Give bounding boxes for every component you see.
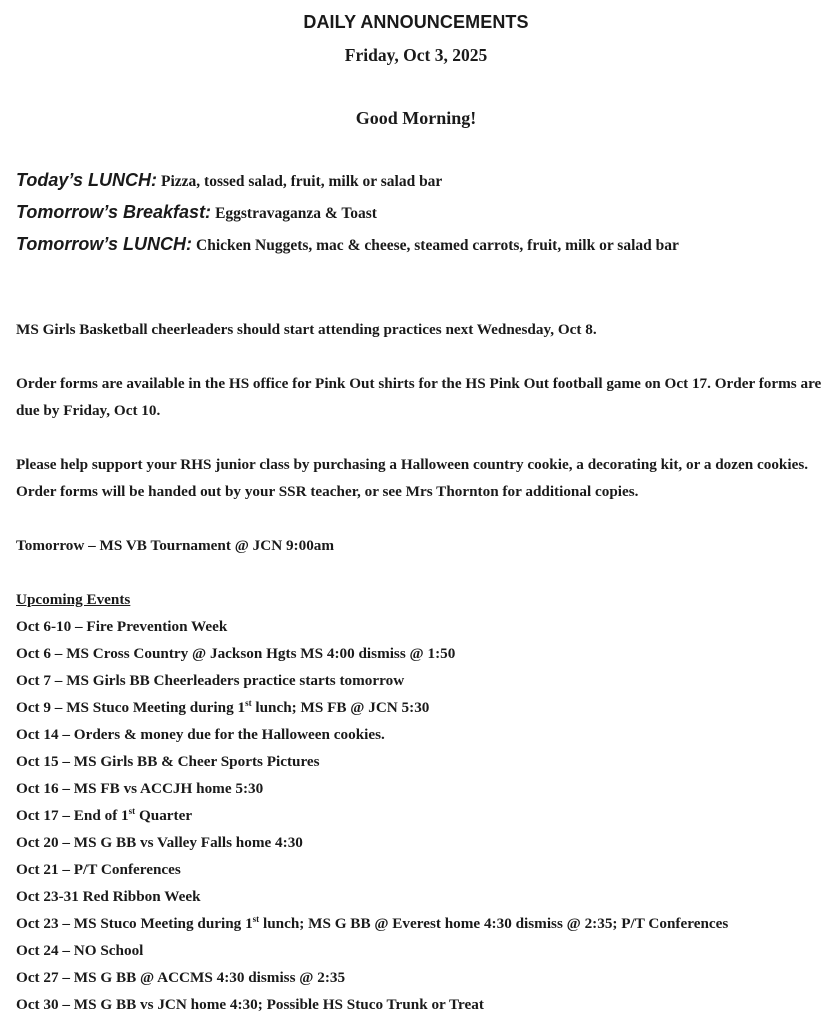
event-item: Oct 15 – MS Girls BB & Cheer Sports Pictures	[16, 753, 320, 770]
event-text: Oct 17 – End of 1	[16, 807, 129, 824]
ordinal-suffix: st	[245, 697, 252, 708]
event-item	[16, 910, 728, 937]
meal-tomorrow-lunch	[16, 234, 679, 255]
event-item: Oct 30 – MS G BB vs JCN home 4:30; Possible HS Stuco Trunk or Treat	[16, 996, 484, 1013]
event-item: Oct 24 – NO School	[16, 942, 144, 959]
event-item: Oct 16 – MS FB vs ACCJH home 5:30	[16, 780, 264, 797]
event-item: Oct 20 – MS G BB vs Valley Falls home 4:30	[16, 834, 303, 851]
event-text: lunch; MS G BB @ Everest home 4:30 dismiss @ 2:35; P/T Conferences	[259, 915, 729, 932]
event-item	[16, 694, 728, 721]
upcoming-events-list	[16, 613, 728, 1018]
upcoming-events-heading: Upcoming Events	[16, 591, 131, 608]
meal-today-lunch	[16, 170, 442, 191]
meal-value: Pizza, tossed salad, fruit, milk or salad bar	[161, 173, 443, 190]
meal-value: Chicken Nuggets, mac & cheese, steamed carrots, fruit, milk or salad bar	[196, 237, 679, 254]
meal-label: Tomorrow’s Breakfast:	[16, 202, 212, 222]
announcement-vb-tournament: Tomorrow – MS VB Tournament @ JCN 9:00am	[16, 537, 335, 554]
event-item	[16, 802, 728, 829]
event-item: Oct 14 – Orders & money due for the Halloween cookies.	[16, 726, 385, 743]
announcement-cheerleaders: MS Girls Basketball cheerleaders should start attending practices next Wednesday, Oct 8.	[16, 321, 597, 338]
event-item: Oct 6 – MS Cross Country @ Jackson Hgts MS 4:00 dismiss @ 1:50	[16, 645, 456, 662]
event-text: Quarter	[135, 807, 193, 824]
meal-label: Tomorrow’s LUNCH:	[16, 234, 193, 254]
page-title: DAILY ANNOUNCEMENTS	[303, 12, 529, 32]
event-item: Oct 7 – MS Girls BB Cheerleaders practice starts tomorrow	[16, 672, 405, 689]
event-text: Oct 9 – MS Stuco Meeting during 1	[16, 699, 246, 716]
page-date: Friday, Oct 3, 2025	[344, 45, 488, 65]
ordinal-suffix: st	[252, 913, 260, 924]
event-item: Oct 21 – P/T Conferences	[16, 861, 181, 878]
event-text: Oct 23 – MS Stuco Meeting during 1	[16, 915, 253, 932]
event-text: lunch; MS FB @ JCN 5:30	[251, 699, 430, 716]
ordinal-suffix: st	[128, 805, 136, 816]
event-item: Oct 27 – MS G BB @ ACCMS 4:30 dismiss @ 2:35	[16, 969, 346, 986]
event-item: Oct 23-31 Red Ribbon Week	[16, 888, 201, 905]
announcement-pink-out: Order forms are available in the HS office for Pink Out shirts for the HS Pink Out football game on Oct 17. Order forms are due by Friday, Oct 10.	[16, 375, 822, 419]
event-item: Oct 6-10 – Fire Prevention Week	[16, 618, 228, 635]
announcement-cookies: Please help support your RHS junior class by purchasing a Halloween country cookie, a decorating kit, or a dozen cookies. Order forms will be handed out by your SSR teacher, or see Mrs Thornton for additional copies.	[16, 456, 809, 500]
meal-label: Today’s LUNCH:	[16, 170, 158, 190]
meal-tomorrow-breakfast	[16, 202, 377, 223]
greeting: Good Morning!	[355, 108, 477, 128]
meal-value: Eggstravaganza & Toast	[215, 205, 377, 222]
